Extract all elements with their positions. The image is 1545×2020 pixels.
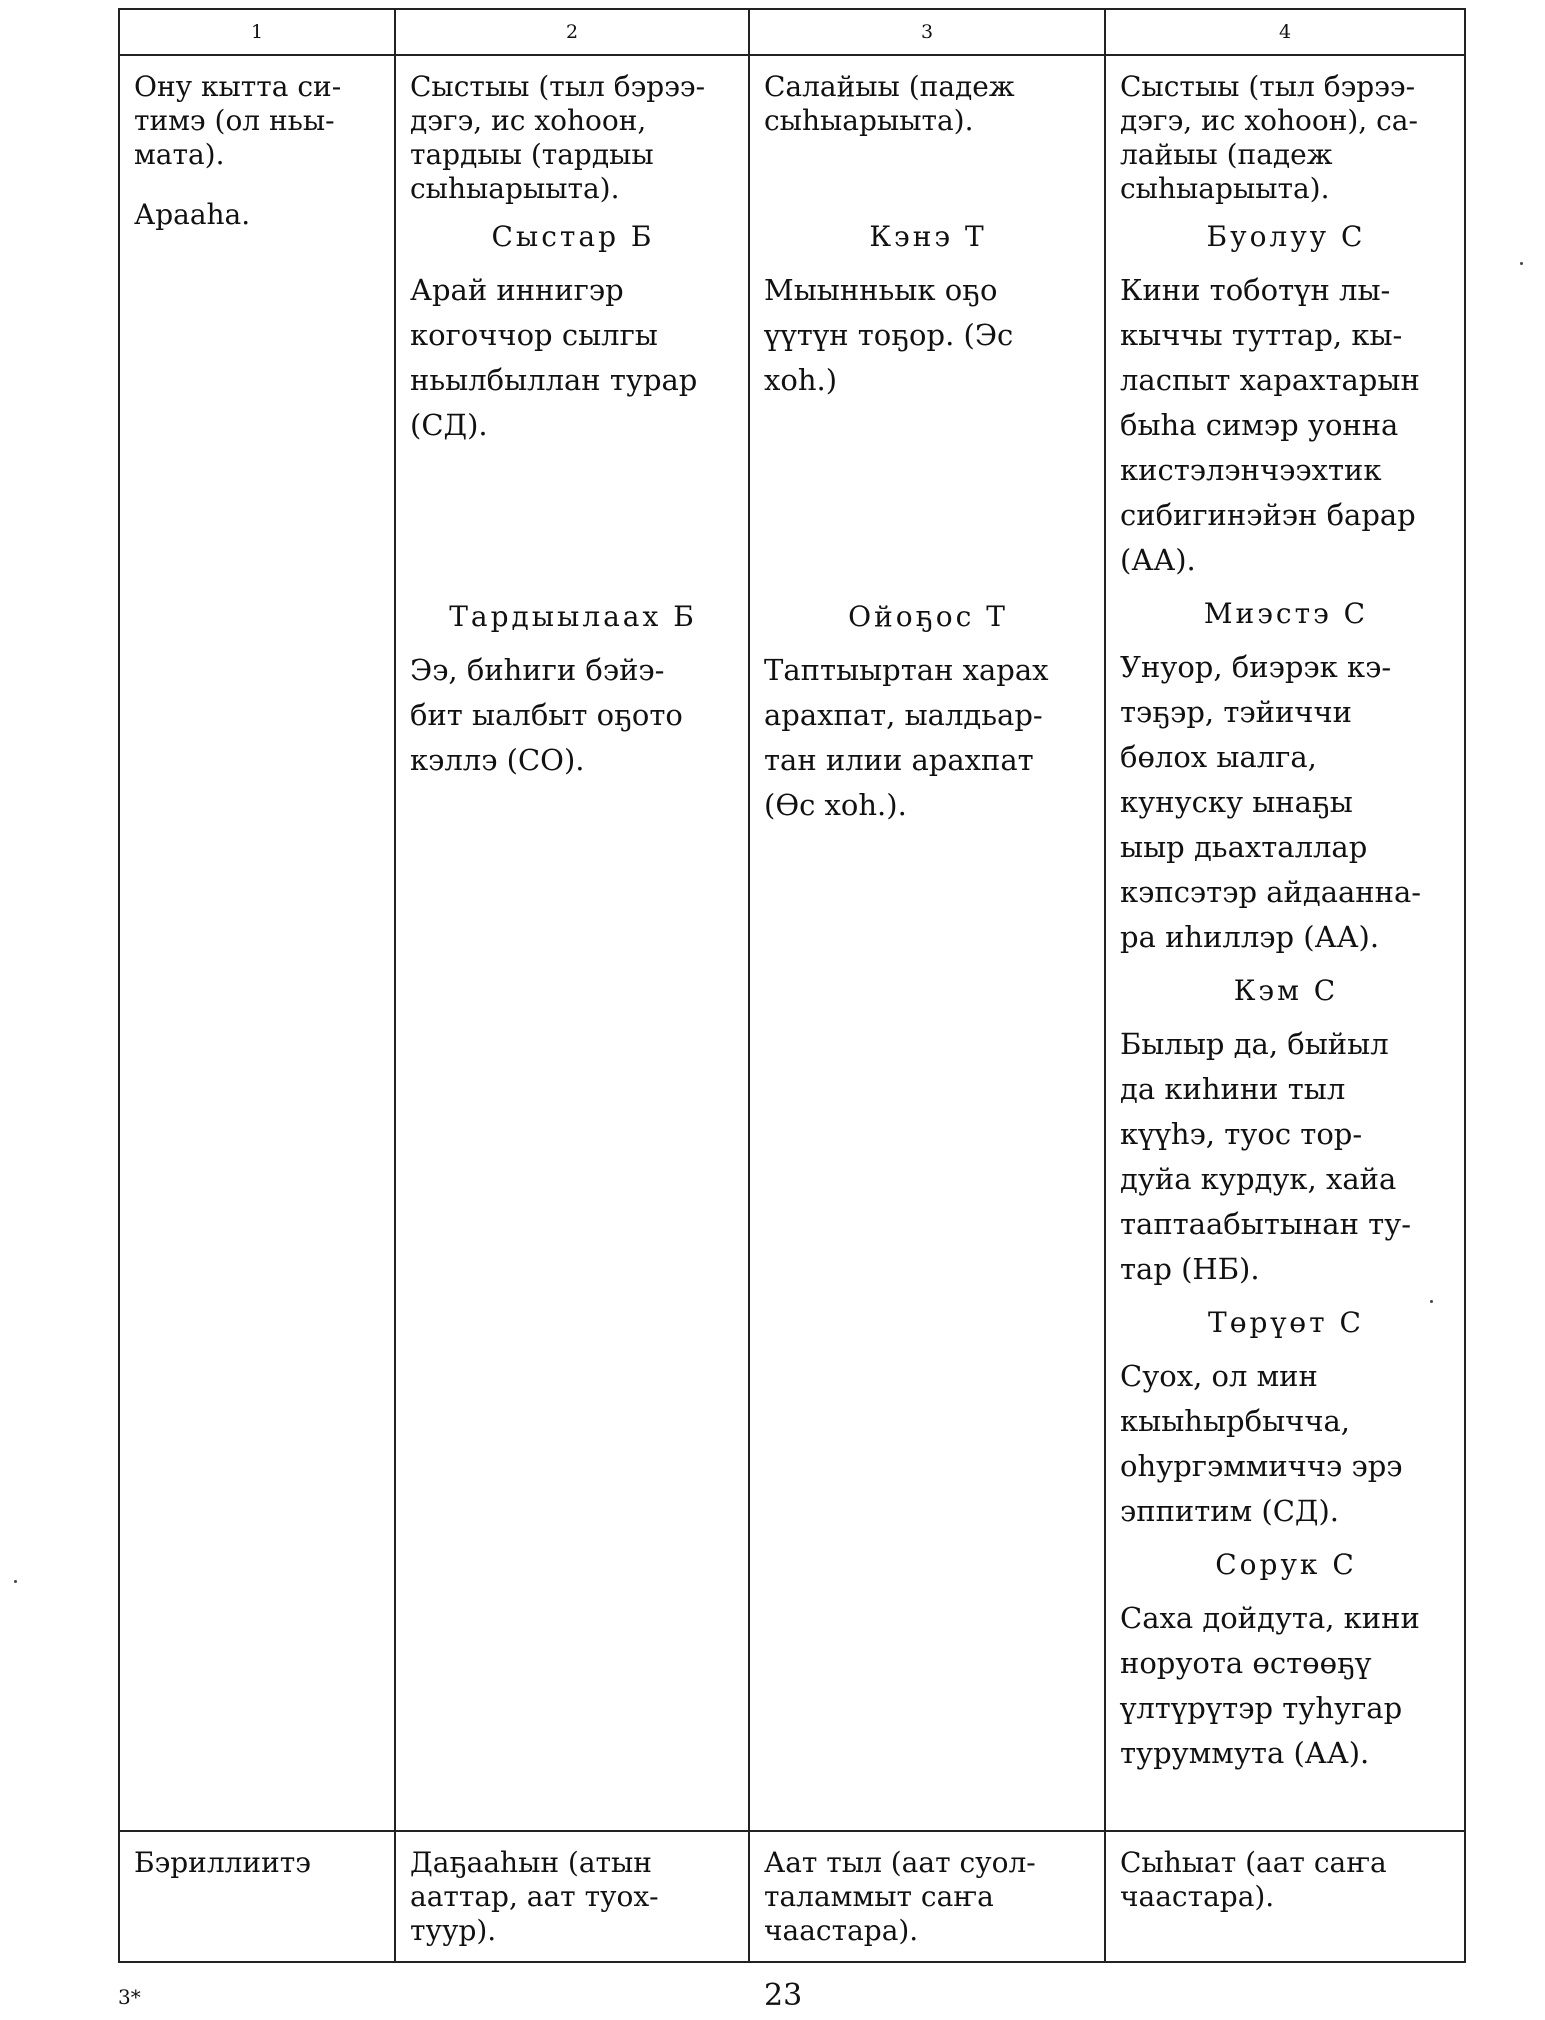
cell-text: Сыстыы (тыл бэрээ- дэгэ, ис хоһоон, тардыы (тардыы сыһыарыыта). bbox=[410, 70, 706, 205]
table-cell-col2 bbox=[395, 55, 749, 1831]
example-text: Былыр да, быйыл да киһини тыл күүһэ, туос тор- дуйа курдук, хайа таптаабытынан ту- тар (НБ). bbox=[1120, 1027, 1412, 1286]
example-heading: Кэм С bbox=[1233, 974, 1339, 1007]
table-cell-col3 bbox=[749, 55, 1105, 1831]
example-heading: Тардыылаах Б bbox=[449, 600, 697, 633]
table-row bbox=[119, 1831, 1465, 1962]
print-speck bbox=[1520, 262, 1523, 265]
example-heading: Сорук С bbox=[1215, 1548, 1357, 1581]
column-number-row bbox=[119, 9, 1465, 55]
example-heading: Кэнэ Т bbox=[869, 220, 987, 253]
column-number-3: 3 bbox=[749, 9, 1105, 55]
table-cell-col2 bbox=[395, 1831, 749, 1962]
example-text: Мыынньык оҕо үүтүн тоҕор. (Эс хоһ.) bbox=[764, 273, 1014, 397]
example-heading: Буолуу С bbox=[1206, 220, 1366, 253]
example-text: Кини тоботүн лы- кыччы туттар, кы- ласпыт харахтарын быһа симэр уонна кистэлэнчээхтик сибигинэйэн барар (АА). bbox=[1120, 273, 1420, 577]
table-cell-col4 bbox=[1105, 55, 1465, 1831]
cell-text: Бэриллиитэ bbox=[134, 1845, 311, 1879]
print-speck bbox=[14, 1580, 17, 1583]
table-cell-col1 bbox=[119, 55, 395, 1831]
example-text: Арай иннигэр когоччор сылгы ньылбыллан турар (СД). bbox=[410, 273, 698, 442]
example-heading: Миэстэ С bbox=[1203, 597, 1369, 630]
example-heading: Ойоҕос Т bbox=[848, 600, 1008, 633]
example-text: Ээ, биһиги бэйэ- бит ыалбыт оҕото кэллэ (СО). bbox=[410, 653, 683, 777]
cell-text: Арааһа. bbox=[134, 198, 251, 231]
table-row bbox=[119, 55, 1465, 1831]
example-text: Унуор, биэрэк кэ- тэҕэр, тэйиччи бөлох ыалга, кунуску ынаҕы ыыр дьахталлар кэпсэтэр айдаанна- ра иһиллэр (АА). bbox=[1120, 650, 1422, 954]
example-heading: Сыстар Б bbox=[491, 220, 655, 253]
cell-text: Даҕааһын (атын ааттар, аат туох- туур). bbox=[410, 1845, 659, 1947]
cell-text: Ону кытта си- тимэ (ол ньы- мата). bbox=[134, 70, 342, 171]
example-text: Суох, ол мин кыыһырбыччa, оһургэммиччэ эрэ эппитим (СД). bbox=[1120, 1359, 1403, 1528]
column-number-1: 1 bbox=[119, 9, 395, 55]
example-text: Таптыыртан харах арахпат, ыалдьар- тан илии арахпат (Өс хоһ.). bbox=[764, 653, 1049, 822]
table-cell-col4 bbox=[1105, 1831, 1465, 1962]
syntax-table bbox=[118, 8, 1466, 1963]
signature-mark: 3* bbox=[118, 1985, 141, 2009]
example-text: Саха дойдута, кини норуота өстөөҕү үлтүрүтэр туһугар туруммута (АА). bbox=[1120, 1601, 1420, 1770]
table-cell-col3 bbox=[749, 1831, 1105, 1962]
cell-text: Сыстыы (тыл бэрээ- дэгэ, ис хоһоон), са- лайыы (падеж сыһыарыыта). bbox=[1120, 70, 1418, 205]
example-heading: Төрүөт С bbox=[1208, 1306, 1364, 1339]
table-cell-col1 bbox=[119, 1831, 395, 1962]
column-number-4: 4 bbox=[1105, 9, 1465, 55]
cell-text: Аат тыл (аат суол- таламмыт саҥа чаастара). bbox=[764, 1845, 1036, 1947]
cell-text: Сыһыат (аат саҥа чаастара). bbox=[1120, 1845, 1387, 1913]
column-number-2: 2 bbox=[395, 9, 749, 55]
page-number: 23 bbox=[764, 1978, 803, 2013]
cell-text: Салайыы (падеж сыһыарыыта). bbox=[764, 70, 1015, 137]
